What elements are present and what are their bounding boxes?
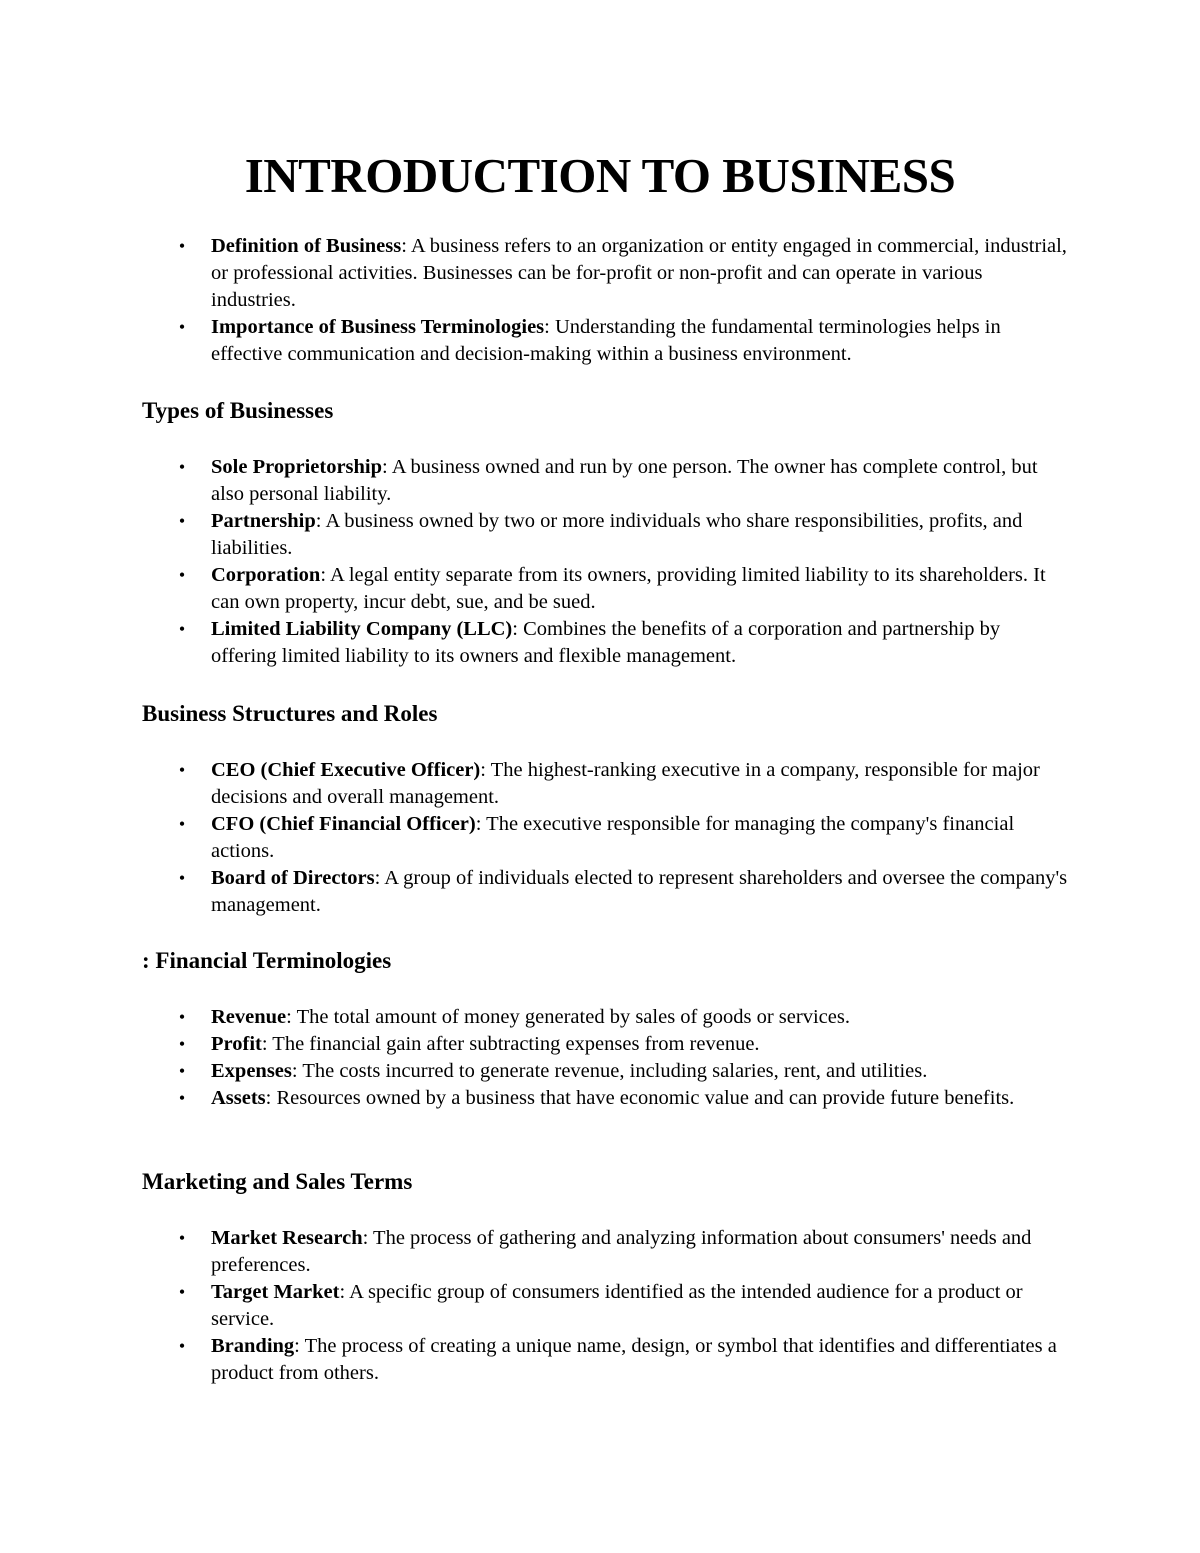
- term: Target Market: [211, 1281, 340, 1303]
- definition: : A business owned by two or more individuals who share responsibilities, profits, and liabilities.: [211, 510, 1023, 559]
- list-item: [0, 233, 1200, 314]
- definition: : The total amount of money generated by sales of goods or services.: [286, 1006, 850, 1028]
- list-item: [0, 1085, 1200, 1112]
- bullet-icon: •: [178, 511, 186, 531]
- term: Revenue: [211, 1006, 287, 1028]
- bullet-icon: •: [178, 1007, 186, 1027]
- list-item: [0, 757, 1200, 811]
- list-item: [0, 865, 1200, 919]
- intro-list: [0, 233, 1200, 368]
- bullet-icon: •: [178, 760, 186, 780]
- term: Corporation: [211, 564, 321, 586]
- definition: : The process of gathering and analyzing information about consumers' needs and preferences.: [211, 1227, 1032, 1276]
- bullet-icon: •: [178, 1282, 186, 1302]
- term: Market Research: [211, 1227, 363, 1249]
- term: Expenses: [211, 1060, 292, 1082]
- section-heading-types: Types of Businesses: [142, 398, 334, 423]
- bullet-icon: •: [178, 619, 186, 639]
- list-item: [0, 508, 1200, 562]
- list-item: [0, 1004, 1200, 1031]
- term: Sole Proprietorship: [211, 456, 383, 478]
- term: Profit: [211, 1033, 262, 1055]
- definition: : Resources owned by a business that have economic value and can provide future benefits.: [265, 1087, 1015, 1109]
- bullet-icon: •: [178, 1088, 186, 1108]
- bullet-icon: •: [178, 868, 186, 888]
- term: Importance of Business Terminologies: [211, 316, 545, 338]
- definition: : The process of creating a unique name, design, or symbol that identifies and differentiates a product from others.: [211, 1335, 1057, 1384]
- bullet-icon: •: [178, 1061, 186, 1081]
- bullet-icon: •: [178, 317, 186, 337]
- list-item: [0, 616, 1200, 670]
- section-heading-marketing: Marketing and Sales Terms: [142, 1169, 413, 1194]
- bullet-icon: •: [178, 457, 186, 477]
- definition: : A legal entity separate from its owners, providing limited liability to its shareholders. It can own property, incur debt, sue, and be sued.: [211, 564, 1046, 613]
- list-item: [0, 1279, 1200, 1333]
- types-list: [0, 454, 1200, 670]
- list-item: [0, 454, 1200, 508]
- definition: : Combines the benefits of a corporation and partnership by offering limited liability to its owners and flexible management.: [211, 618, 1001, 667]
- page-title: INTRODUCTION TO BUSINESS: [244, 148, 956, 203]
- definition: : A specific group of consumers identified as the intended audience for a product or service.: [211, 1281, 1023, 1330]
- term: Limited Liability Company (LLC): [211, 618, 513, 640]
- list-item: [0, 1225, 1200, 1279]
- bullet-icon: •: [178, 814, 186, 834]
- bullet-icon: •: [178, 565, 186, 585]
- bullet-icon: •: [178, 1336, 186, 1356]
- definition: : Understanding the fundamental terminologies helps in effective communication and decision-making within a business environment.: [211, 316, 1001, 365]
- structures-list: [0, 757, 1200, 919]
- term: CFO (Chief Financial Officer): [211, 813, 476, 835]
- list-item: [0, 1333, 1200, 1387]
- term: Board of Directors: [211, 867, 375, 889]
- term: Partnership: [211, 510, 316, 532]
- term: CEO (Chief Executive Officer): [211, 759, 481, 781]
- financial-list: [0, 1004, 1200, 1112]
- definition: : A business owned and run by one person. The owner has complete control, but also personal liability.: [211, 456, 1038, 505]
- list-item: [0, 1031, 1200, 1058]
- definition: : The executive responsible for managing the company's financial actions.: [211, 813, 1015, 862]
- list-item: [0, 1058, 1200, 1085]
- bullet-icon: •: [178, 1034, 186, 1054]
- list-item: [0, 314, 1200, 368]
- list-item: [0, 811, 1200, 865]
- section-heading-financial: : Financial Terminologies: [142, 948, 392, 973]
- list-item: [0, 562, 1200, 616]
- bullet-icon: •: [178, 1228, 186, 1248]
- section-heading-structures: Business Structures and Roles: [142, 701, 438, 726]
- definition: : A business refers to an organization or entity engaged in commercial, industrial, or professional activities. Businesses can be for-profit or non-profit and can operate in various industries.: [211, 235, 1067, 311]
- definition: : The costs incurred to generate revenue, including salaries, rent, and utilities.: [291, 1060, 928, 1082]
- term: Assets: [211, 1087, 266, 1109]
- definition: : The highest-ranking executive in a company, responsible for major decisions and overall management.: [211, 759, 1040, 808]
- bullet-icon: •: [178, 236, 186, 256]
- definition: : A group of individuals elected to represent shareholders and oversee the company's management.: [211, 867, 1068, 916]
- term: Branding: [211, 1335, 295, 1357]
- definition: : The financial gain after subtracting expenses from revenue.: [261, 1033, 760, 1055]
- term: Definition of Business: [211, 235, 402, 257]
- marketing-list: [0, 1225, 1200, 1387]
